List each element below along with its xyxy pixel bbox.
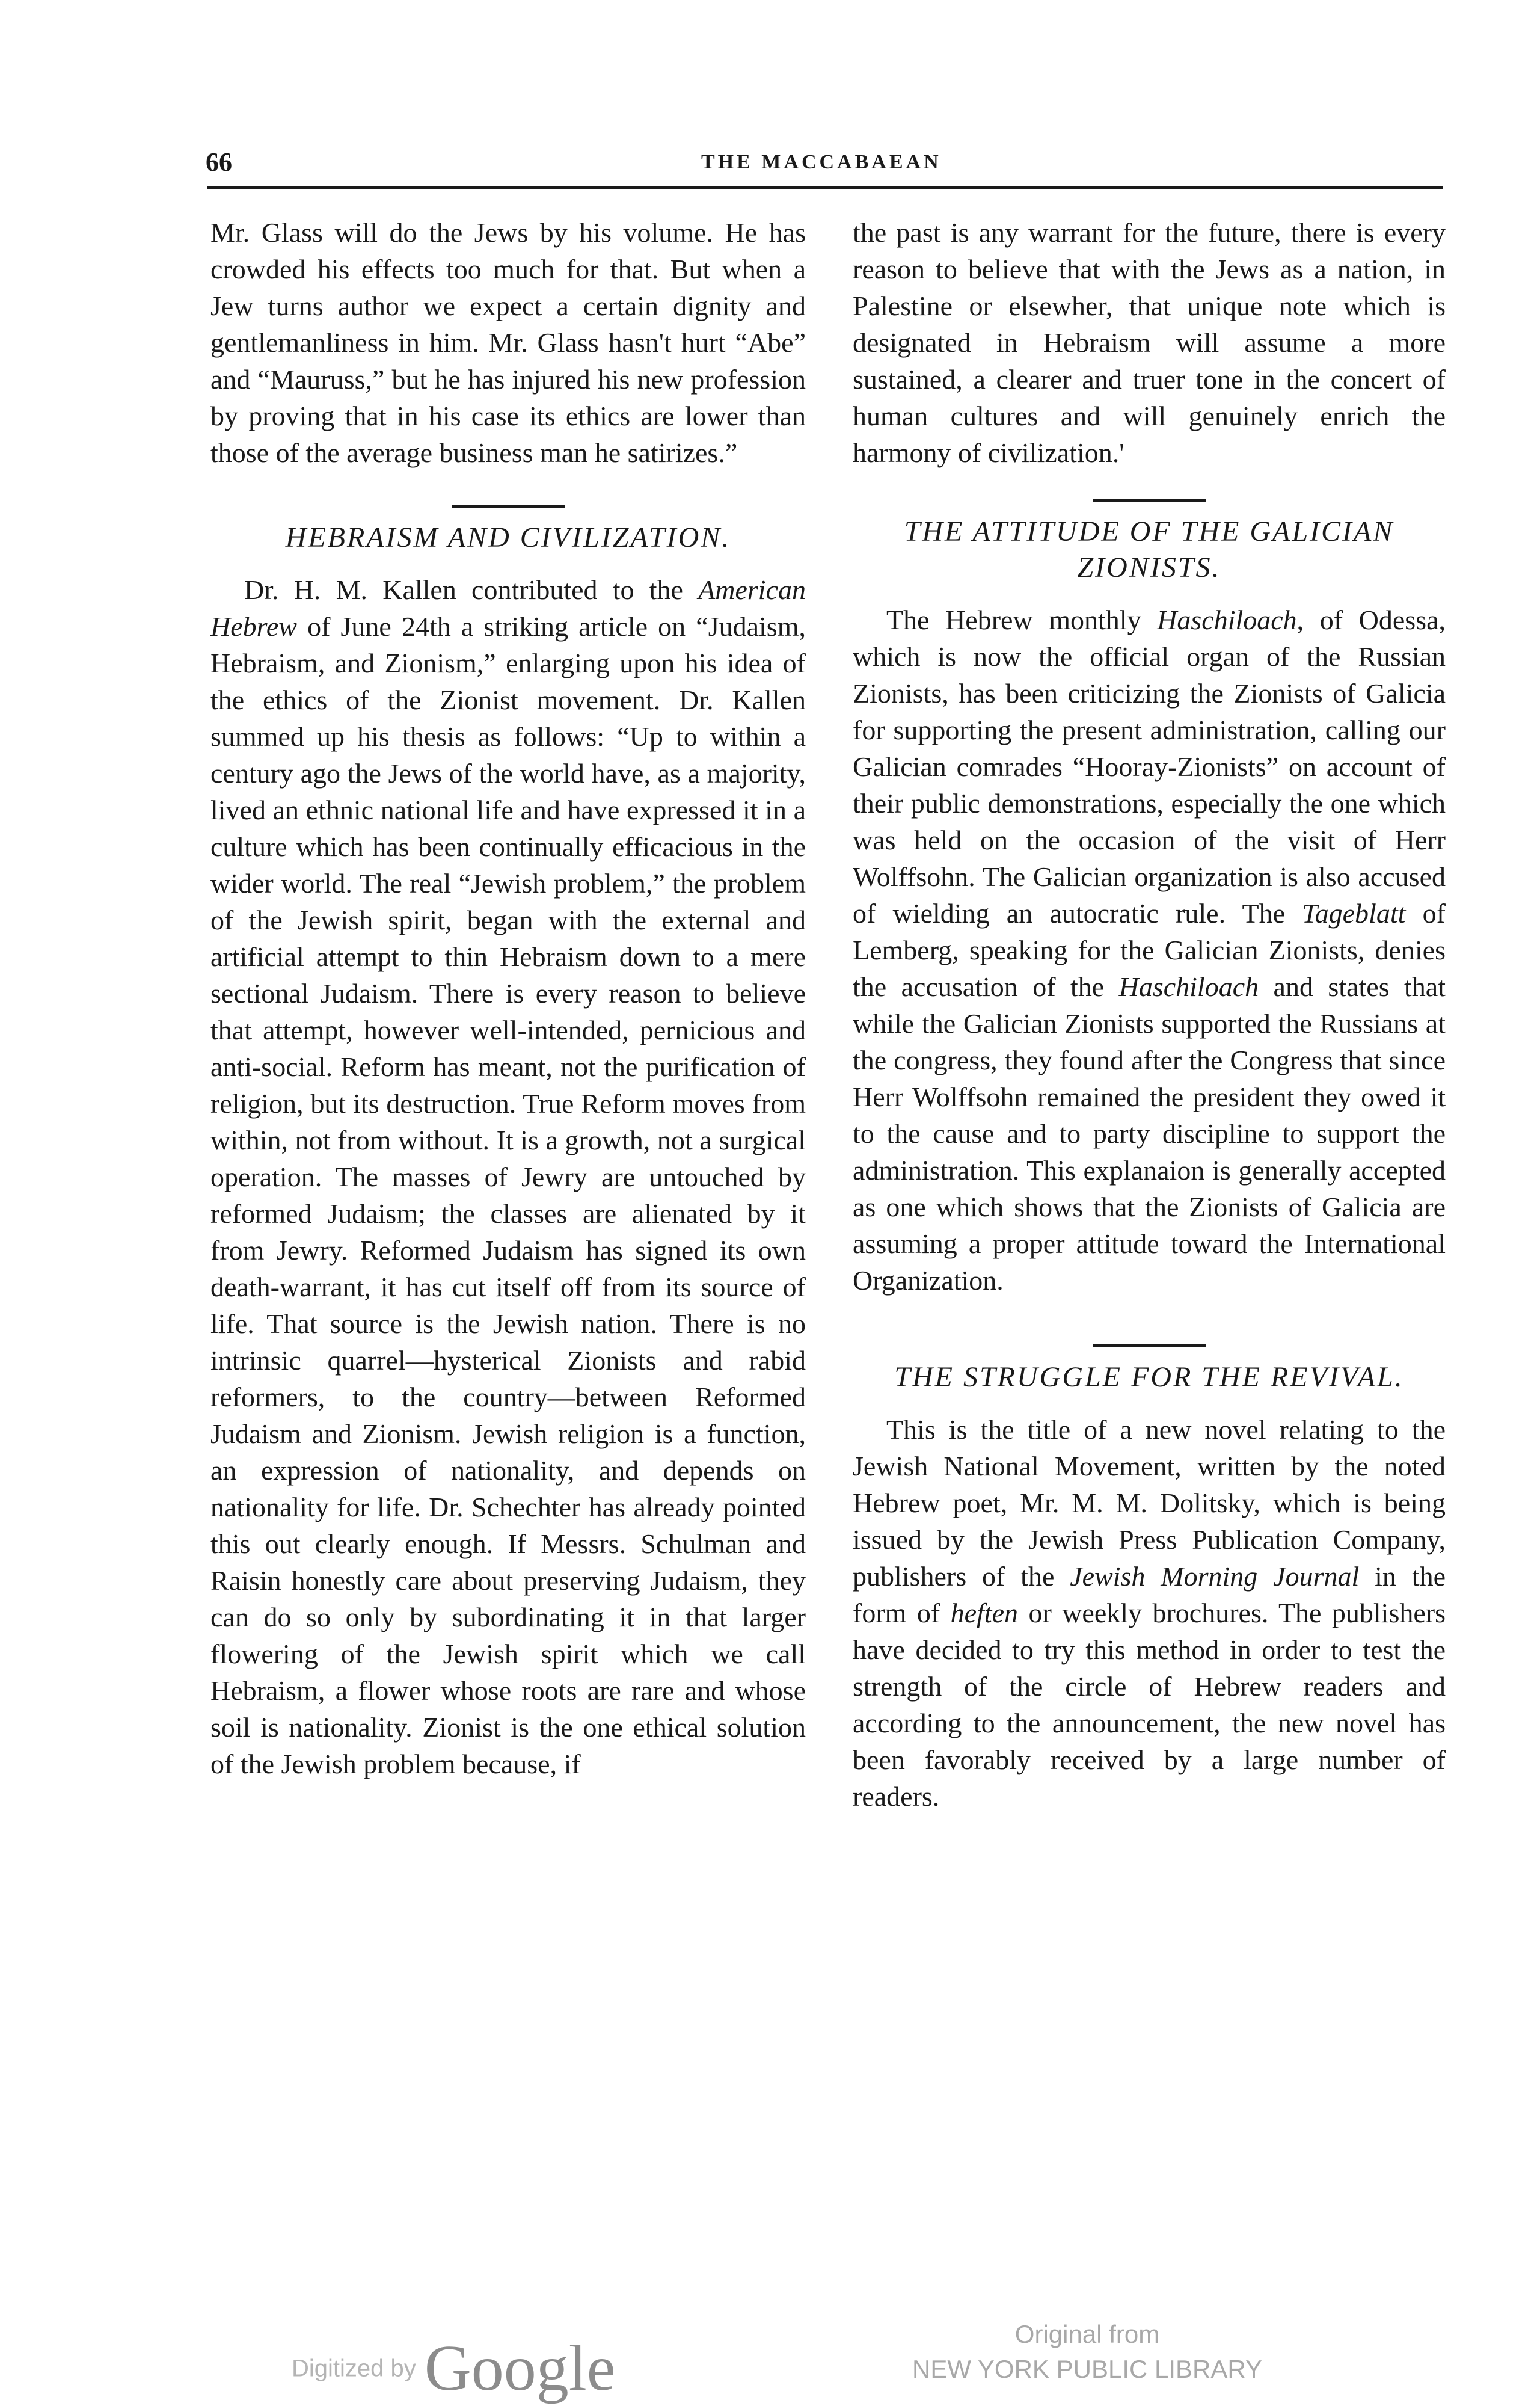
publication-name: Tageblatt bbox=[1302, 898, 1406, 929]
running-head: THE MACCABAEAN bbox=[701, 151, 942, 173]
publication-name: Haschiloach bbox=[1118, 971, 1259, 1002]
section-divider bbox=[1093, 499, 1206, 502]
body-text: This is the title of a new novel relating to the Jewish National Movement, written by the noted Hebrew poet, Mr. M. M. Dolitsky, which is being issued by the Jewish Press Publication Company, publishers of the bbox=[853, 1414, 1446, 1592]
body-text: or weekly brochures. The publishers have decided to try this method in order to test the strength of the circle of Hebrew readers and according to the announcement, the new novel has been favorably received by a large number of readers. bbox=[853, 1598, 1446, 1812]
digitized-by-watermark bbox=[292, 2331, 616, 2406]
article-body-galician bbox=[853, 602, 1446, 1299]
header-rule bbox=[207, 186, 1443, 189]
continued-paragraph: Mr. Glass will do the Jews by his volume. He has crowded his effects too much for that. But when a Jew turns author we expect a certain dignity and gentlemanliness in him. Mr. Glass hasn't hurt “Abe” and “Mauruss,” but he has injured his new profession by proving that in his case its ethics are lower than those of the average business man he satirizes.” bbox=[210, 217, 806, 468]
right-column bbox=[853, 214, 1446, 1815]
article-body-struggle bbox=[853, 1411, 1446, 1815]
original-from-label: Original from bbox=[1014, 2320, 1160, 2348]
left-column bbox=[210, 214, 806, 1782]
continued-paragraph: the past is any warrant for the future, there is every reason to believe that with the Jews as a nation, in Palestine or elsewher, that unique note which is designated in Hebraism will assume a more sustained, a clearer and truer tone in the concert of human cultures and will genuinely enrich the harmony of civilization.' bbox=[853, 217, 1446, 468]
body-text: in the form of bbox=[853, 1561, 1446, 1628]
article-title-galician: THE ATTITUDE OF THE GALICIAN ZIONISTS. bbox=[904, 515, 1394, 583]
body-text: and states that while the Galician Zionists supported the Russians at the congress, they found after the Congress that since Herr Wolffsohn remained the president they owed it to the cause and to party discipline to support the administration. This explanaion is generally accepted as one which shows that the Zionists of Galicia are assuming a proper attitude toward the International Organization. bbox=[853, 971, 1446, 1296]
publication-format: heften bbox=[950, 1598, 1019, 1628]
original-source-watermark bbox=[895, 2317, 1280, 2387]
section-divider bbox=[1093, 1344, 1206, 1347]
body-text: , of Odessa, which is now the official organ of the Russian Zionists, has been criticizing the Zionists of Galicia for supporting the present administration, calling our Galician comrades “Hooray-Zionists” on account of their public demonstrations, especially the one which was held on the occasion of the visit of Herr Wolffsohn. The Galician organization is also accused of wielding an autocratic rule. The bbox=[853, 605, 1446, 929]
library-name: NEW YORK PUBLIC LIBRARY bbox=[912, 2355, 1262, 2383]
publication-name: Haschiloach bbox=[1157, 605, 1297, 635]
digitized-label: Digitized by bbox=[292, 2355, 416, 2382]
google-logo: Google bbox=[424, 2333, 616, 2404]
page-number: 66 bbox=[206, 147, 232, 177]
publication-name: Jewish Morning Journal bbox=[1070, 1561, 1360, 1592]
body-text: The Hebrew monthly bbox=[886, 605, 1158, 635]
body-text: Dr. H. M. Kallen contributed to the bbox=[244, 574, 699, 605]
article-title-struggle: THE STRUGGLE FOR THE REVIVAL. bbox=[894, 1361, 1404, 1393]
section-divider bbox=[452, 505, 565, 508]
article-body-hebraism bbox=[210, 571, 806, 1782]
body-text: of Lemberg, speaking for the Galician Zionists, denies the accusation of the bbox=[853, 898, 1446, 1002]
article-title-hebraism: HEBRAISM AND CIVILIZATION. bbox=[285, 522, 731, 553]
body-text: of June 24th a striking article on “Judaism, Hebraism, and Zionism,” enlarging upon his idea of the ethics of the Zionist movement. Dr. Kallen summed up his thesis as follows: “Up to within a century ago the Jews of the world have, as a majority, lived an ethnic national life and have expressed it in a culture which has been continually efficacious in the wider world. The real “Jewish problem,” the problem of the Jewish spirit, began with the external and artificial attempt to thin Hebraism down to a mere sectional Judaism. There is every reason to believe that attempt, however well-intended, pernicious and anti-social. Reform has meant, not the purification of religion, but its destruction. True Reform moves from within, not from without. It is a growth, not a surgical operation. The masses of Jewry are untouched by reformed Judaism; the classes are alienated by it from Jewry. Reformed Judaism has signed its own death-warrant, it has cut itself off from its source of life. That source is the Jewish nation. There is no intrinsic quarrel—hysterical Zionists and rabid reformers, to the country—between Reformed Judaism and Zionism. Jewish religion is a function, an expression of nationality, and depends on nationality for life. Dr. Schechter has already pointed this out clearly enough. If Messrs. Schulman and Raisin honestly care about preserving Judaism, they can do so only by subordinating it in that larger flowering of the Jewish spirit which we call Hebraism, a flower whose roots are rare and whose soil is nationality. Zionist is the one ethical solution of the Jewish problem because, if bbox=[210, 611, 806, 1779]
publication-name: American Hebrew bbox=[210, 574, 806, 642]
